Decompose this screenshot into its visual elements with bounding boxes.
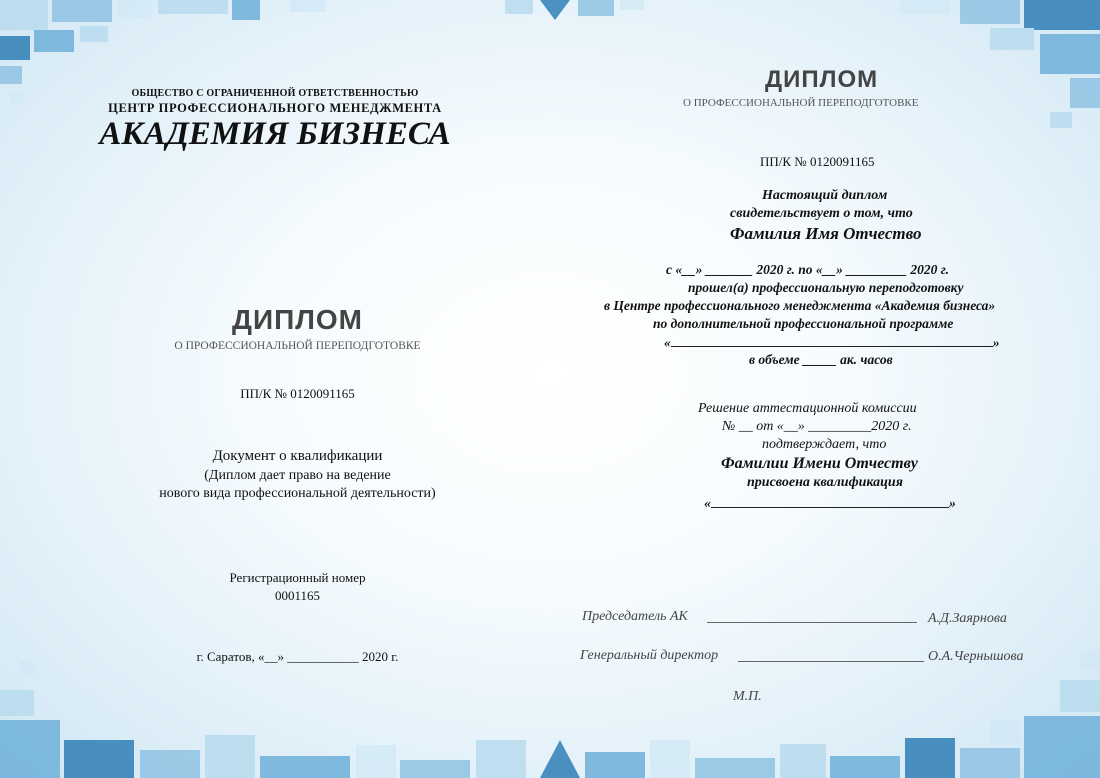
program-line: по дополнительной профессиональной программе [653, 316, 954, 331]
right-diploma-title: ДИПЛОМ [765, 66, 879, 93]
qualification-blank [711, 494, 949, 508]
decision-line-2: № __ от «__» _________2020 г. [722, 419, 912, 434]
qualification-field [704, 494, 956, 513]
director-label: Генеральный директор [580, 648, 719, 663]
intro-line-2: свидетельствует о том, что [730, 206, 913, 221]
passed-line: прошел(а) профессиональную переподготовку [688, 280, 964, 295]
assigned-line: присвоена квалификация [747, 475, 903, 490]
qualification-line-2: (Диплом дает право на ведение [204, 468, 391, 483]
left-diploma-subtitle: О ПРОФЕССИОНАЛЬНОЙ ПЕРЕПОДГОТОВКЕ [174, 340, 421, 352]
chair-label: Председатель АК [582, 609, 688, 624]
qualification-quote-open: « [704, 496, 711, 512]
city-date: г. Саратов, «__» ___________ 2020 г. [196, 649, 399, 664]
program-quote-open: « [664, 335, 671, 351]
decision-line-1: Решение аттестационной комиссии [698, 401, 917, 416]
registration-label: Регистрационный номер [229, 570, 366, 585]
volume-line: в объеме _____ ак. часов [749, 352, 893, 367]
stamp-place: М.П. [733, 689, 762, 704]
recipient-name: Фамилия Имя Отчество [730, 224, 922, 243]
qualification-quote-close: » [949, 496, 956, 512]
registration-number: 0001165 [274, 588, 321, 603]
program-quote-close: » [992, 335, 1000, 351]
program-name-blank [671, 334, 993, 347]
right-diploma-number: ПП/К № 0120091165 [760, 154, 875, 169]
study-dates: с «__» _______ 2020 г. по «__» _________ 2020 г. [666, 262, 949, 277]
director-signature-line [738, 661, 924, 662]
qualification-line-3: нового вида профессиональной деятельности) [159, 486, 436, 501]
intro-line-1: Настоящий диплом [762, 188, 888, 203]
chair-signature-line [707, 622, 917, 623]
chair-name: А.Д.Заярнова [928, 611, 1007, 626]
center-line: в Центре профессионального менеджмента «Академия бизнеса» [604, 298, 996, 313]
left-diploma-title: ДИПЛОМ [232, 304, 363, 335]
recipient-name-dative: Фамилии Имени Отчеству [721, 455, 918, 472]
program-name-field [664, 334, 1000, 351]
director-name: О.А.Чернышова [928, 649, 1024, 664]
decision-line-3: подтверждает, что [762, 437, 887, 452]
left-diploma-number: ПП/К № 0120091165 [240, 386, 355, 401]
right-diploma-subtitle: О ПРОФЕССИОНАЛЬНОЙ ПЕРЕПОДГОТОВКЕ [683, 97, 919, 109]
org-line-2: ЦЕНТР ПРОФЕССИОНАЛЬНОГО МЕНЕДЖМЕНТА [108, 101, 442, 115]
org-line-1: ОБЩЕСТВО С ОГРАНИЧЕННОЙ ОТВЕТСТВЕННОСТЬЮ [131, 88, 419, 99]
org-name: АКАДЕМИЯ БИЗНЕСА [99, 116, 451, 152]
qualification-line-1: Документ о квалификации [212, 448, 383, 464]
